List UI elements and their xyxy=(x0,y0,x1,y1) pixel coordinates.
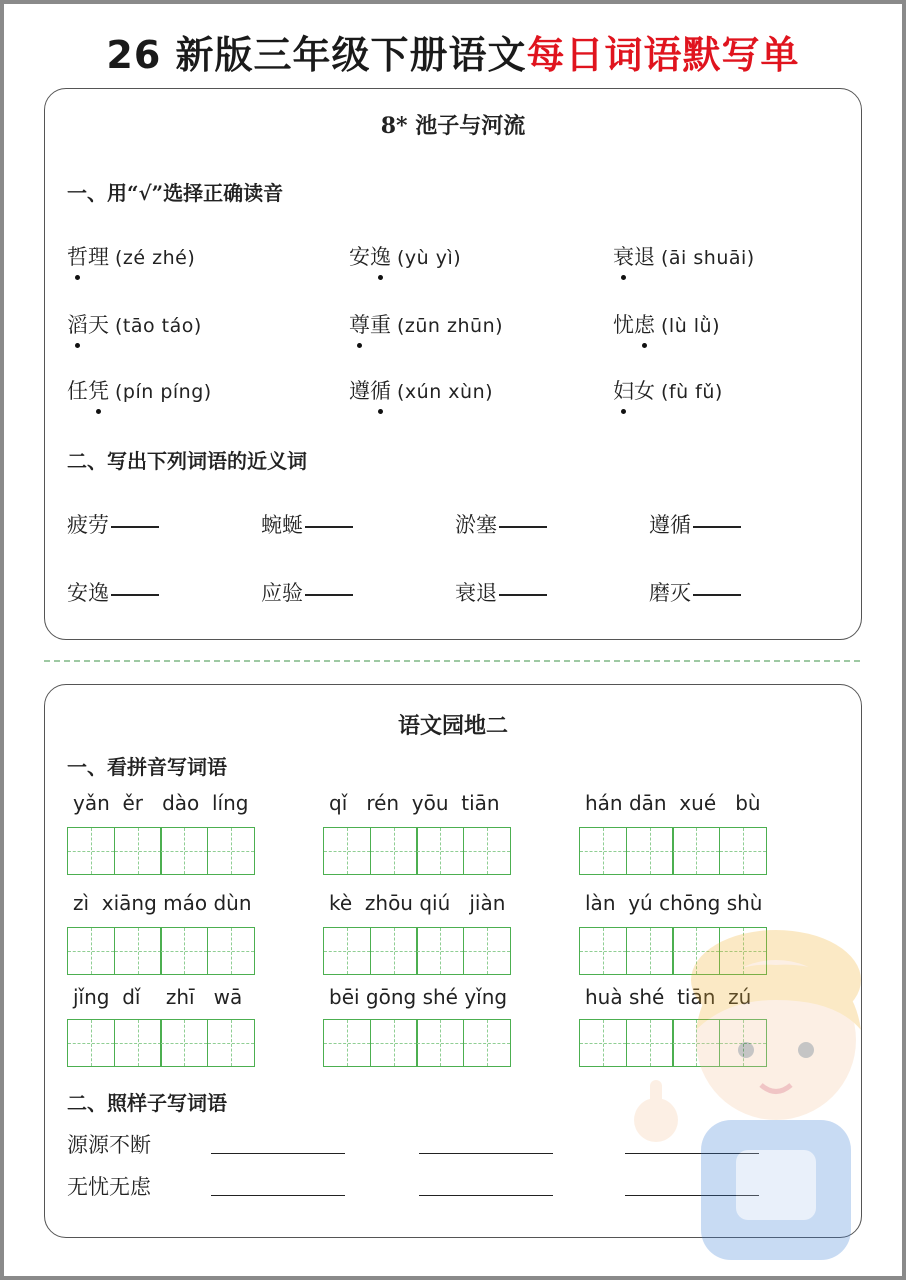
tianzige-cell[interactable] xyxy=(323,927,371,975)
synonym-word: 蜿蜒 xyxy=(261,513,303,537)
answer-line[interactable] xyxy=(419,1153,553,1154)
dotted-char: 循 xyxy=(370,375,391,405)
pinyin-options[interactable]: (fù fǔ) xyxy=(661,381,723,403)
word-char: 女 xyxy=(634,379,655,403)
answer-blank[interactable] xyxy=(111,594,159,596)
pinyin-options[interactable]: (tāo táo) xyxy=(115,315,202,337)
tianzige-cell[interactable] xyxy=(323,1019,371,1067)
tianzige-cell[interactable] xyxy=(416,927,464,975)
pinyin-options[interactable]: (lù lǜ) xyxy=(661,315,721,337)
tianzige-cell[interactable] xyxy=(672,827,720,875)
tianzige-cell[interactable] xyxy=(160,827,208,875)
answer-line[interactable] xyxy=(211,1153,345,1154)
tianzige-cell[interactable] xyxy=(463,827,511,875)
synonym-word: 淤塞 xyxy=(455,513,497,537)
word-char: 任 xyxy=(67,379,88,403)
answer-blank[interactable] xyxy=(693,594,741,596)
word-char: 天 xyxy=(88,313,109,337)
dotted-char: 哲 xyxy=(67,241,88,271)
tianzige-cell[interactable] xyxy=(207,827,255,875)
pronunciation-item xyxy=(67,309,202,339)
garden-title: 语文园地二 xyxy=(397,713,508,739)
pinyin-options[interactable]: (āi shuāi) xyxy=(661,247,755,269)
word-char: 退 xyxy=(634,245,655,269)
writing-grid xyxy=(579,827,765,875)
writing-grid xyxy=(67,827,253,875)
word-char: 理 xyxy=(88,245,109,269)
answer-blank[interactable] xyxy=(499,526,547,528)
dotted-char: 凭 xyxy=(88,375,109,405)
pronunciation-item xyxy=(349,309,503,339)
pinyin-options[interactable]: (xún xùn) xyxy=(397,381,494,403)
example-word: 无忧无虑 xyxy=(67,1175,151,1199)
pronunciation-item xyxy=(349,241,461,271)
tianzige-cell[interactable] xyxy=(160,1019,208,1067)
tianzige-cell[interactable] xyxy=(114,1019,162,1067)
writing-grid xyxy=(323,827,509,875)
girl-illustration xyxy=(616,920,886,1260)
word-char: 忧 xyxy=(613,313,634,337)
tianzige-cell[interactable] xyxy=(416,1019,464,1067)
tianzige-cell[interactable] xyxy=(370,1019,418,1067)
pronunciation-item xyxy=(67,241,195,271)
tianzige-cell[interactable] xyxy=(579,827,627,875)
pinyin-prompt: jǐng dǐ zhī wā xyxy=(73,985,243,1009)
pronunciation-item xyxy=(349,375,493,405)
word-char: 安 xyxy=(349,245,370,269)
synonym-item xyxy=(455,577,547,607)
answer-blank[interactable] xyxy=(693,526,741,528)
tianzige-cell[interactable] xyxy=(323,827,371,875)
title-highlight: 每日词语默写单 xyxy=(526,33,800,77)
lesson-8-card xyxy=(44,88,862,640)
tianzige-cell[interactable] xyxy=(370,927,418,975)
dashed-divider xyxy=(44,660,860,662)
synonym-word: 磨灭 xyxy=(649,581,691,605)
tianzige-cell[interactable] xyxy=(67,827,115,875)
synonym-word: 安逸 xyxy=(67,581,109,605)
dotted-char: 衰 xyxy=(613,241,634,271)
pinyin-prompt: kè zhōu qiú jiàn xyxy=(329,891,506,915)
dotted-char: 虑 xyxy=(634,309,655,339)
pronunciation-item xyxy=(613,309,720,339)
pinyin-prompt: huà shé tiān zú xyxy=(585,985,752,1009)
dotted-char: 滔 xyxy=(67,309,88,339)
tianzige-cell[interactable] xyxy=(114,927,162,975)
synonym-word: 衰退 xyxy=(455,581,497,605)
writing-grid xyxy=(323,927,509,975)
pinyin-options[interactable]: (yù yì) xyxy=(397,247,462,269)
dotted-char: 尊 xyxy=(349,309,370,339)
pinyin-prompt: bēi gōng shé yǐng xyxy=(329,985,508,1009)
synonym-item xyxy=(649,509,741,539)
answer-blank[interactable] xyxy=(305,526,353,528)
tianzige-cell[interactable] xyxy=(67,927,115,975)
lesson-title: 8* 池子与河流 xyxy=(380,113,526,139)
synonym-item xyxy=(261,509,353,539)
tianzige-cell[interactable] xyxy=(207,1019,255,1067)
tianzige-cell[interactable] xyxy=(463,1019,511,1067)
pinyin-options[interactable]: (pín píng) xyxy=(115,381,212,403)
synonym-item xyxy=(67,577,159,607)
tianzige-cell[interactable] xyxy=(370,827,418,875)
tianzige-cell[interactable] xyxy=(160,927,208,975)
pinyin-prompt: yǎn ěr dào líng xyxy=(73,791,249,815)
pronunciation-item xyxy=(613,241,755,271)
pronunciation-item xyxy=(613,375,723,405)
example-word: 源源不断 xyxy=(67,1133,151,1157)
section-follow-example: 二、照样子写词语 xyxy=(67,1091,227,1115)
pinyin-options[interactable]: (zūn zhūn) xyxy=(397,315,504,337)
synonym-item xyxy=(649,577,741,607)
tianzige-cell[interactable] xyxy=(719,827,767,875)
synonym-word: 疲劳 xyxy=(67,513,109,537)
section-synonyms: 二、写出下列词语的近义词 xyxy=(67,449,307,473)
pinyin-prompt: hán dān xué bù xyxy=(585,791,761,815)
section-choose-pronunciation: 一、用“√”选择正确读音 xyxy=(67,181,284,205)
pinyin-options[interactable]: (zé zhé) xyxy=(115,247,196,269)
dotted-char: 逸 xyxy=(370,241,391,271)
tianzige-cell[interactable] xyxy=(463,927,511,975)
pinyin-prompt: qǐ rén yōu tiān xyxy=(329,791,500,815)
tianzige-cell[interactable] xyxy=(416,827,464,875)
synonym-item xyxy=(455,509,547,539)
answer-line[interactable] xyxy=(419,1195,553,1196)
pronunciation-item xyxy=(67,375,212,405)
word-char: 重 xyxy=(370,313,391,337)
answer-blank[interactable] xyxy=(111,526,159,528)
section-pinyin-writing: 一、看拼音写词语 xyxy=(67,755,227,779)
title-main: 26 新版三年级下册语文 xyxy=(106,33,527,77)
pinyin-prompt: làn yú chōng shù xyxy=(585,891,763,915)
writing-grid xyxy=(67,927,253,975)
tianzige-cell[interactable] xyxy=(114,827,162,875)
tianzige-cell[interactable] xyxy=(67,1019,115,1067)
writing-grid xyxy=(323,1019,509,1067)
pinyin-prompt: zì xiāng máo dùn xyxy=(73,891,252,915)
synonym-word: 遵循 xyxy=(649,513,691,537)
writing-grid xyxy=(67,1019,253,1067)
answer-line[interactable] xyxy=(211,1195,345,1196)
synonym-word: 应验 xyxy=(261,581,303,605)
synonym-item xyxy=(67,509,159,539)
answer-blank[interactable] xyxy=(305,594,353,596)
tianzige-cell[interactable] xyxy=(207,927,255,975)
answer-blank[interactable] xyxy=(499,594,547,596)
tianzige-cell[interactable] xyxy=(626,827,674,875)
synonym-item xyxy=(261,577,353,607)
page-title xyxy=(0,24,906,79)
dotted-char: 妇 xyxy=(613,375,634,405)
word-char: 遵 xyxy=(349,379,370,403)
